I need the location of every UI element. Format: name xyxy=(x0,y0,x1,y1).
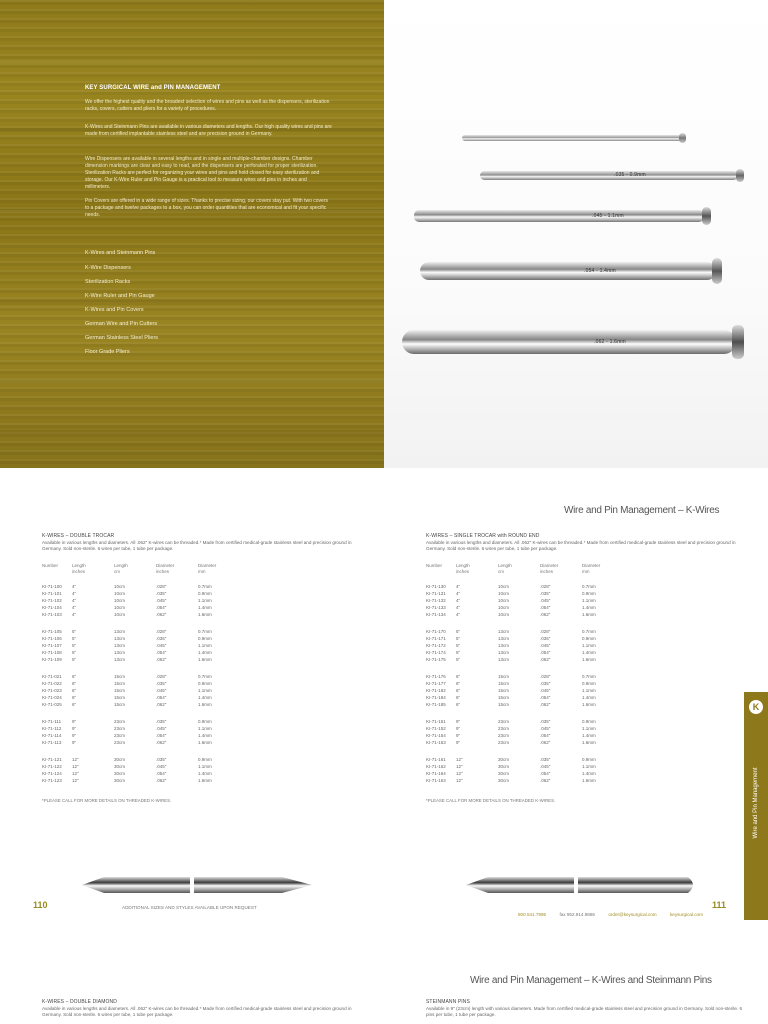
right-table-cell: 10cm xyxy=(498,591,510,596)
left-table-cell: 1.1mm xyxy=(198,764,212,769)
right-table-cell: 6" xyxy=(456,695,461,700)
left-column-header: Length cm xyxy=(114,563,128,574)
left-table-cell: KI-71-124 xyxy=(42,771,62,776)
left-table-cell: 0.9mm xyxy=(198,591,212,596)
left-table-cell: 1.1mm xyxy=(198,643,212,648)
left-table-cell: 1.4mm xyxy=(198,695,212,700)
bottom-page-title: Wire and Pin Management – K-Wires and Steinmann Pins xyxy=(470,975,712,986)
left-table-cell: KI-71-112 xyxy=(42,726,62,731)
side-tab-label: Wire and Pin Management xyxy=(753,767,759,839)
right-table-cell: 12" xyxy=(456,778,463,783)
left-table-cell: .028" xyxy=(156,629,167,634)
right-table-cell: 1.4mm xyxy=(582,733,596,738)
left-table-cell: 6" xyxy=(72,681,77,686)
right-table-cell: .045" xyxy=(540,764,551,769)
right-table-cell: 10cm xyxy=(498,598,510,603)
steinmann-desc: Available in 9" (23cm) length with various diameters. Made from certified medical-grade stainless steel and precision ground in Germany. Sold non-sterile. 6 pins per tube, 1 tube per package. xyxy=(426,1006,743,1017)
left-table-cell: 13cm xyxy=(114,657,126,662)
right-table-cell: 13cm xyxy=(498,629,510,634)
left-table-cell: 6" xyxy=(72,695,77,700)
right-table-cell: 1.4mm xyxy=(582,650,596,655)
right-table-cell: 5" xyxy=(456,657,461,662)
left-table-cell: .028" xyxy=(156,674,167,679)
right-table-cell: KI-71-164 xyxy=(426,771,446,776)
pin-cap-5 xyxy=(732,325,744,359)
right-table-cell: 1.1mm xyxy=(582,643,596,648)
double-diamond-title: K-WIRES – DOUBLE DIAMOND xyxy=(42,999,117,1005)
left-table-cell: 5" xyxy=(72,643,77,648)
left-table-cell: 9" xyxy=(72,733,77,738)
pin-etching-3: .045 - 1.1mm xyxy=(592,213,624,219)
right-spec-table xyxy=(426,563,726,803)
left-table-cell: 23cm xyxy=(114,726,126,731)
left-table-cell: .045" xyxy=(156,726,167,731)
double-trocar-wire-image xyxy=(82,872,312,898)
left-table-cell: 10cm xyxy=(114,598,126,603)
left-table-cell: 6" xyxy=(72,702,77,707)
left-table-cell: .054" xyxy=(156,605,167,610)
intro-link-cutters[interactable]: German Wire and Pin Cutters xyxy=(85,321,158,327)
left-table-cell: 0.9mm xyxy=(198,757,212,762)
right-table-cell: KI-71-132 xyxy=(426,598,446,603)
right-table-cell: 9" xyxy=(456,733,461,738)
right-table-cell: 1.6mm xyxy=(582,612,596,617)
page-number-left: 110 xyxy=(33,900,48,910)
right-table-cell: 0.9mm xyxy=(582,757,596,762)
right-table-cell: KI-71-170 xyxy=(426,629,446,634)
right-table-cell: .062" xyxy=(540,740,551,745)
right-table-cell: KI-71-153 xyxy=(426,740,446,745)
right-table-cell: 4" xyxy=(456,591,461,596)
olive-intro-panel xyxy=(0,0,384,468)
left-table-cell: KI-71-104 xyxy=(42,605,62,610)
left-table-cell: 13cm xyxy=(114,650,126,655)
left-table-cell: KI-71-113 xyxy=(42,740,62,745)
intro-link-pin-covers[interactable]: K-Wires and Pin Covers xyxy=(85,307,144,313)
footer-contact xyxy=(518,903,703,921)
pin-etching-2: .035 - 0.9mm xyxy=(614,172,646,178)
right-table-cell: KI-71-163 xyxy=(426,778,446,783)
left-table-cell: KI-71-108 xyxy=(42,650,62,655)
left-table-cell: 5" xyxy=(72,650,77,655)
right-table-cell: 30cm xyxy=(498,757,510,762)
right-table-cell: .062" xyxy=(540,612,551,617)
left-table-cell: 1.6mm xyxy=(198,612,212,617)
single-trocar-wire-image xyxy=(466,872,698,898)
right-table-cell: .054" xyxy=(540,695,551,700)
left-table-cell: .035" xyxy=(156,636,167,641)
left-table-cell: 6" xyxy=(72,688,77,693)
right-table-cell: 0.9mm xyxy=(582,636,596,641)
right-table-cell: 4" xyxy=(456,612,461,617)
footer-additional-sizes: ADDITIONAL SIZES AND STYLES AVAILABLE UPON REQUEST xyxy=(122,905,257,910)
pin-cap-3 xyxy=(702,207,711,225)
right-table-cell: .028" xyxy=(540,629,551,634)
right-table-cell: 1.4mm xyxy=(582,771,596,776)
left-column-header: Number xyxy=(42,563,59,568)
right-table-cell: 9" xyxy=(456,719,461,724)
intro-link-dispensers[interactable]: K-Wire Dispensers xyxy=(85,265,131,271)
right-table-cell: 15cm xyxy=(498,688,510,693)
right-table-cell: KI-71-185 xyxy=(426,702,446,707)
right-table-cell: 5" xyxy=(456,643,461,648)
left-table-cell: 0.9mm xyxy=(198,636,212,641)
left-table-cell: .035" xyxy=(156,719,167,724)
right-table-cell: KI-71-172 xyxy=(426,643,446,648)
right-table-cell: 5" xyxy=(456,636,461,641)
right-table-cell: KI-71-162 xyxy=(426,764,446,769)
left-table-cell: KI-71-109 xyxy=(42,657,62,662)
left-table-cell: 12" xyxy=(72,764,79,769)
left-table-cell: 13cm xyxy=(114,629,126,634)
right-table-cell: KI-71-131 xyxy=(426,591,446,596)
right-table-cell: .045" xyxy=(540,688,551,693)
left-table-cell: 4" xyxy=(72,605,77,610)
right-column-header: Diameter inches xyxy=(540,563,559,574)
right-table-cell: 1.6mm xyxy=(582,740,596,745)
left-table-cell: 0.7mm xyxy=(198,629,212,634)
right-table-cell: 0.9mm xyxy=(582,719,596,724)
right-table-cell: 15cm xyxy=(498,674,510,679)
left-column-header: Length inches xyxy=(72,563,86,574)
right-table-cell: 15cm xyxy=(498,695,510,700)
right-table-cell: 12" xyxy=(456,764,463,769)
pin-image-4 xyxy=(420,262,716,280)
intro-paragraph-1: We offer the highest quality and the broadest selection of wires and pins as well as the dispensers, sterilization racks, covers, cutters and pliers for a variety of procedures. xyxy=(85,99,330,112)
left-table-cell: KI-71-121 xyxy=(42,757,62,762)
left-table-cell: KI-71-102 xyxy=(42,598,62,603)
left-table-cell: 9" xyxy=(72,726,77,731)
right-table-cell: 13cm xyxy=(498,636,510,641)
right-table-cell: 10cm xyxy=(498,584,510,589)
section-k-icon: K xyxy=(749,700,763,714)
left-spec-table xyxy=(42,563,342,803)
left-table-cell: KI-71-106 xyxy=(42,636,62,641)
right-column-header: Length cm xyxy=(498,563,512,574)
left-table-cell: .028" xyxy=(156,584,167,589)
pin-image-2 xyxy=(480,171,738,180)
left-table-cell: KI-71-111 xyxy=(42,719,62,724)
right-page-title: Wire and Pin Management – K-Wires xyxy=(564,505,720,516)
right-table-cell: .045" xyxy=(540,643,551,648)
left-table-cell: 10cm xyxy=(114,591,126,596)
left-table-cell: .062" xyxy=(156,778,167,783)
right-section-title: K-WIRES – SINGLE TROCAR with ROUND END xyxy=(426,533,540,539)
right-table-cell: 0.7mm xyxy=(582,674,596,679)
left-table-cell: 15cm xyxy=(114,681,126,686)
right-table-cell: .054" xyxy=(540,733,551,738)
right-table-cell: 10cm xyxy=(498,605,510,610)
left-table-cell: .054" xyxy=(156,771,167,776)
right-table-cell: 30cm xyxy=(498,778,510,783)
left-table-cell: .054" xyxy=(156,695,167,700)
left-table-cell: 10cm xyxy=(114,612,126,617)
right-table-cell: 13cm xyxy=(498,643,510,648)
left-section-desc: Available in various lengths and diameters. All .062" K-wires can be threaded.* Made from certified medical-grade stainless steel and precision ground in Germany. Sold non-sterile. 6 wires per tube, 1 tube per package. xyxy=(42,540,352,551)
left-table-cell: 4" xyxy=(72,591,77,596)
left-table-cell: 30cm xyxy=(114,778,126,783)
pin-cap-4 xyxy=(712,258,722,284)
right-table-cell: 12" xyxy=(456,771,463,776)
left-table-cell: 12" xyxy=(72,778,79,783)
left-table-cell: 4" xyxy=(72,598,77,603)
left-table-cell: 30cm xyxy=(114,757,126,762)
left-table-cell: 23cm xyxy=(114,733,126,738)
right-table-cell: 1.4mm xyxy=(582,605,596,610)
left-table-cell: 1.1mm xyxy=(198,688,212,693)
left-table-cell: 1.6mm xyxy=(198,657,212,662)
intro-paragraph-4: Pin Covers are offered in a wide range of sizes. Thanks to precise sizing, our covers stay put. With two covers to a package and twelve packages to a box, you can order quantities that are economical and fit your specific needs. xyxy=(85,198,328,218)
left-table-cell: 5" xyxy=(72,636,77,641)
right-table-cell: 23cm xyxy=(498,733,510,738)
intro-title: KEY SURGICAL WIRE and PIN MANAGEMENT xyxy=(85,85,221,91)
right-table-cell: 6" xyxy=(456,681,461,686)
pin-cap-1 xyxy=(679,133,686,143)
right-table-cell: 23cm xyxy=(498,719,510,724)
right-table-cell: 5" xyxy=(456,650,461,655)
left-table-cell: KI-71-023 xyxy=(42,688,62,693)
right-table-cell: .054" xyxy=(540,605,551,610)
intro-link-sterilization-racks[interactable]: Sterilization Racks xyxy=(85,279,131,285)
right-table-cell: KI-71-184 xyxy=(426,695,446,700)
left-table-cell: 0.9mm xyxy=(198,681,212,686)
left-table-cell: 1.1mm xyxy=(198,598,212,603)
right-table-cell: 1.1mm xyxy=(582,598,596,603)
right-table-cell: 15cm xyxy=(498,681,510,686)
right-table-cell: 30cm xyxy=(498,771,510,776)
right-table-cell: 1.1mm xyxy=(582,764,596,769)
left-table-cell: KI-71-114 xyxy=(42,733,62,738)
right-table-cell: .035" xyxy=(540,681,551,686)
right-table-cell: 9" xyxy=(456,726,461,731)
left-table-cell: 4" xyxy=(72,612,77,617)
right-table-cell: 23cm xyxy=(498,726,510,731)
right-table-cell: .045" xyxy=(540,726,551,731)
right-table-cell: .045" xyxy=(540,598,551,603)
left-table-cell: 12" xyxy=(72,757,79,762)
pins-photo-panel xyxy=(384,0,768,468)
left-table-cell: 9" xyxy=(72,719,77,724)
right-table-cell: 9" xyxy=(456,740,461,745)
left-table-cell: 0.7mm xyxy=(198,584,212,589)
left-table-cell: 15cm xyxy=(114,702,126,707)
right-table-cell: 1.1mm xyxy=(582,688,596,693)
right-table-cell: 15cm xyxy=(498,702,510,707)
right-table-cell: 13cm xyxy=(498,657,510,662)
right-table-cell: 0.7mm xyxy=(582,584,596,589)
pin-cap-2 xyxy=(736,169,744,182)
right-table-cell: 12" xyxy=(456,757,463,762)
left-table-cell: 1.6mm xyxy=(198,778,212,783)
left-table-cell: 23cm xyxy=(114,719,126,724)
left-table-cell: 15cm xyxy=(114,688,126,693)
left-table-cell: 9" xyxy=(72,740,77,745)
right-table-cell: KI-71-171 xyxy=(426,636,446,641)
right-table-cell: 1.6mm xyxy=(582,657,596,662)
left-table-cell: 1.4mm xyxy=(198,771,212,776)
right-table-cell: KI-71-152 xyxy=(426,726,446,731)
footer-email[interactable]: order@keysurgical.com xyxy=(608,912,657,917)
right-table-cell: 0.9mm xyxy=(582,681,596,686)
left-table-cell: 1.4mm xyxy=(198,650,212,655)
pin-etching-5: .062 - 1.6mm xyxy=(594,339,626,345)
left-table-cell: 4" xyxy=(72,584,77,589)
footer-phone[interactable]: 800.541.7995 xyxy=(518,912,547,917)
steinmann-title: STEINMANN PINS xyxy=(426,999,470,1005)
intro-link-steel-pliers[interactable]: German Stainless Steel Pliers xyxy=(85,335,159,341)
left-table-cell: KI-71-025 xyxy=(42,702,62,707)
left-table-cell: 6" xyxy=(72,674,77,679)
left-table-cell: KI-71-021 xyxy=(42,674,62,679)
right-table-cell: KI-71-161 xyxy=(426,757,446,762)
left-table-cell: 5" xyxy=(72,657,77,662)
left-table-cell: .062" xyxy=(156,657,167,662)
pin-image-5 xyxy=(402,330,736,354)
left-table-cell: KI-71-123 xyxy=(42,778,62,783)
right-table-cell: .028" xyxy=(540,674,551,679)
right-table-cell: 5" xyxy=(456,629,461,634)
pin-image-3 xyxy=(414,210,704,222)
right-table-cell: 30cm xyxy=(498,764,510,769)
double-diamond-desc: Available in various lengths and diameters. All .062" K-wires can be threaded.* Made from certified medical-grade stainless steel and precision ground in Germany. Sold non-sterile. 6 wires per tube, 1 tube per package. xyxy=(42,1006,352,1017)
left-table-cell: 0.7mm xyxy=(198,674,212,679)
left-table-cell: KI-71-024 xyxy=(42,695,62,700)
right-table-cell: 6" xyxy=(456,674,461,679)
left-table-cell: 10cm xyxy=(114,605,126,610)
right-table-cell: KI-71-130 xyxy=(426,584,446,589)
right-table-cell: .062" xyxy=(540,778,551,783)
right-table-cell: 4" xyxy=(456,598,461,603)
right-table-cell: KI-71-151 xyxy=(426,719,446,724)
intro-paragraph-2: K-Wires and Steinmann Pins are available in various diameters and lengths. Our high quality wires and pins are made from certified implantable stainless steel and are precision ground in Germany. xyxy=(85,124,332,137)
right-column-header: Length inches xyxy=(456,563,470,574)
right-footnote: *PLEASE CALL FOR MORE DETAILS ON THREADED K-WIRES. xyxy=(426,798,556,803)
left-table-cell: .062" xyxy=(156,612,167,617)
left-table-cell: .035" xyxy=(156,757,167,762)
right-table-cell: 1.6mm xyxy=(582,702,596,707)
right-table-cell: .054" xyxy=(540,771,551,776)
right-column-header: Number xyxy=(426,563,443,568)
left-table-cell: .045" xyxy=(156,764,167,769)
right-table-cell: 0.9mm xyxy=(582,591,596,596)
right-table-cell: 10cm xyxy=(498,612,510,617)
right-table-cell: .035" xyxy=(540,636,551,641)
intro-link-floor-grade-pliers[interactable]: Floor Grade Pliers xyxy=(85,349,130,355)
footer-website[interactable]: keysurgical.com xyxy=(669,912,703,917)
left-table-cell: 1.6mm xyxy=(198,740,212,745)
left-table-cell: 5" xyxy=(72,629,77,634)
left-table-cell: 1.6mm xyxy=(198,702,212,707)
footer-fax: fax 952.914.9886 xyxy=(559,912,595,917)
left-table-cell: 30cm xyxy=(114,771,126,776)
left-table-cell: 15cm xyxy=(114,695,126,700)
left-table-cell: 1.4mm xyxy=(198,605,212,610)
right-table-cell: 0.7mm xyxy=(582,629,596,634)
right-table-cell: .062" xyxy=(540,702,551,707)
right-table-cell: KI-71-175 xyxy=(426,657,446,662)
left-table-cell: 1.1mm xyxy=(198,726,212,731)
left-table-cell: .062" xyxy=(156,702,167,707)
left-table-cell: 13cm xyxy=(114,643,126,648)
right-table-cell: .035" xyxy=(540,591,551,596)
right-table-cell: 4" xyxy=(456,584,461,589)
right-table-cell: 1.6mm xyxy=(582,778,596,783)
right-table-cell: KI-71-182 xyxy=(426,688,446,693)
right-table-cell: .062" xyxy=(540,657,551,662)
right-table-cell: .028" xyxy=(540,584,551,589)
right-table-cell: KI-71-174 xyxy=(426,650,446,655)
right-table-cell: .035" xyxy=(540,757,551,762)
pin-image-1 xyxy=(462,135,682,141)
page-number-right: 111 xyxy=(712,900,727,910)
right-table-cell: KI-71-133 xyxy=(426,605,446,610)
right-table-cell: 4" xyxy=(456,605,461,610)
right-table-cell: KI-71-176 xyxy=(426,674,446,679)
right-table-cell: 13cm xyxy=(498,650,510,655)
left-table-cell: .054" xyxy=(156,650,167,655)
left-footnote: *PLEASE CALL FOR MORE DETAILS ON THREADED K-WIRES. xyxy=(42,798,172,803)
left-table-cell: .045" xyxy=(156,643,167,648)
left-table-cell: KI-71-122 xyxy=(42,764,62,769)
left-table-cell: KI-71-103 xyxy=(42,612,62,617)
left-table-cell: .035" xyxy=(156,591,167,596)
left-table-cell: .054" xyxy=(156,733,167,738)
left-table-cell: .045" xyxy=(156,688,167,693)
right-section-desc: Available in various lengths and diameters. All .062" K-wires can be threaded.* Made from certified medical-grade stainless steel and precision ground in Germany. Sold non-sterile. 6 wires per tube, 1 tube per package. xyxy=(426,540,736,551)
right-table-cell: 6" xyxy=(456,702,461,707)
left-table-cell: 0.9mm xyxy=(198,719,212,724)
left-table-cell: 30cm xyxy=(114,764,126,769)
left-table-cell: 10cm xyxy=(114,584,126,589)
left-table-cell: 15cm xyxy=(114,674,126,679)
intro-link-kwires-steinmann[interactable]: K-Wires and Steinmann Pins xyxy=(85,250,156,256)
left-table-cell: .045" xyxy=(156,598,167,603)
left-section-title: K-WIRES – DOUBLE TROCAR xyxy=(42,533,115,539)
right-table-cell: .035" xyxy=(540,719,551,724)
right-table-cell: 1.4mm xyxy=(582,695,596,700)
right-table-cell: 1.1mm xyxy=(582,726,596,731)
left-table-cell: KI-71-105 xyxy=(42,629,62,634)
left-table-cell: 12" xyxy=(72,771,79,776)
right-table-cell: 6" xyxy=(456,688,461,693)
left-table-cell: 23cm xyxy=(114,740,126,745)
left-column-header: Diameter mm xyxy=(198,563,217,574)
left-table-cell: KI-71-100 xyxy=(42,584,62,589)
left-table-cell: .035" xyxy=(156,681,167,686)
intro-link-ruler-gauge[interactable]: K-Wire Ruler and Pin Gauge xyxy=(85,293,155,299)
pin-etching-4: .054 - 1.4mm xyxy=(584,268,616,274)
left-table-cell: KI-71-101 xyxy=(42,591,62,596)
right-table-cell: .054" xyxy=(540,650,551,655)
left-table-cell: .062" xyxy=(156,740,167,745)
left-table-cell: KI-71-107 xyxy=(42,643,62,648)
right-table-cell: KI-71-154 xyxy=(426,733,446,738)
right-table-cell: 23cm xyxy=(498,740,510,745)
left-table-cell: 13cm xyxy=(114,636,126,641)
right-table-cell: KI-71-134 xyxy=(426,612,446,617)
left-table-cell: KI-71-022 xyxy=(42,681,62,686)
left-column-header: Diameter inches xyxy=(156,563,175,574)
right-table-cell: KI-71-177 xyxy=(426,681,446,686)
right-column-header: Diameter mm xyxy=(582,563,601,574)
intro-paragraph-3: Wire Dispensers are available in several lengths and in single and multiple-chamber designs. Chamber dimension markings are clear and easy to read, and the dispensers are perforated for proper sterilization. Sterilization Racks are perfect for organizing your wires and pins and hold closed for easy sterilization and storage. Our K-Wire Ruler and Pin Gauge is a practical tool to measure wires and pins in inches and millimeters. xyxy=(85,156,320,190)
left-table-cell: 1.4mm xyxy=(198,733,212,738)
